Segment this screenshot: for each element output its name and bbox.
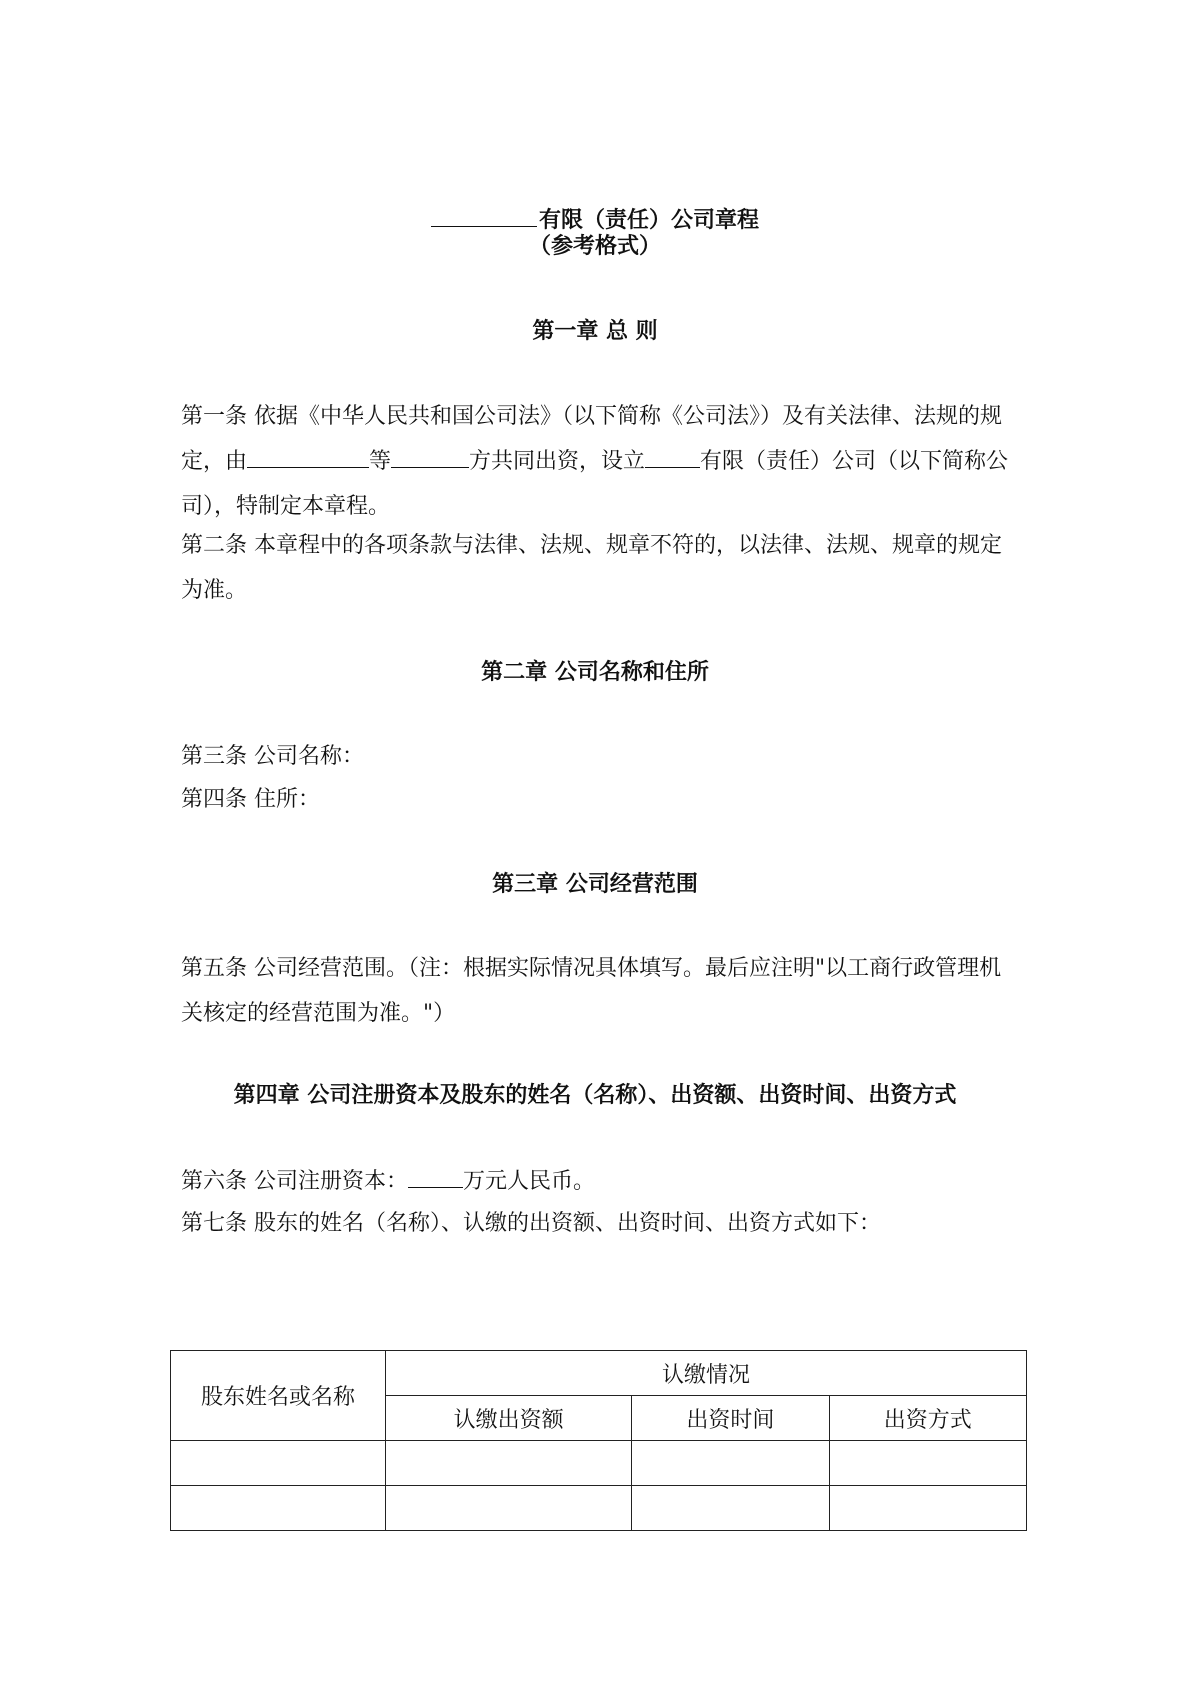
article-1-text-b: 等: [369, 449, 392, 474]
table-header-row: [171, 1351, 1027, 1396]
article-1-text-d: 有限（责任）公司（以下简称公司），特制定本章程。: [181, 449, 1009, 519]
table-cell[interactable]: [632, 1486, 829, 1531]
document-subtitle: （参考格式）: [528, 234, 661, 259]
chapter-1-heading: 第一章 总 则: [532, 319, 658, 344]
founder-count-blank[interactable]: [391, 443, 469, 468]
chapter-3-heading: 第三章 公司经营范围: [492, 872, 698, 897]
article-6: [181, 1159, 1016, 1204]
table-row: [171, 1486, 1027, 1531]
registered-capital-blank[interactable]: [408, 1163, 463, 1188]
article-5: 第五条 公司经营范围。（注：根据实际情况具体填写。最后应注明"以工商行政管理机关核定的经营范围为准。"）: [181, 956, 1002, 1026]
header-amount: 认缴出资额: [386, 1396, 632, 1441]
article-3: 第三条 公司名称：: [181, 744, 364, 769]
founder-blank[interactable]: [247, 443, 369, 468]
table-cell[interactable]: [829, 1441, 1026, 1486]
article-4: 第四条 住所：: [181, 787, 320, 812]
article-1-text-a: 第一条 依据《中华人民共和国公司法》（以下简称《公司法》）及有关法律、法规的规定，由: [181, 404, 1002, 474]
chapter-2-heading: 第二章 公司名称和住所: [481, 660, 709, 685]
article-6-text-a: 第六条 公司注册资本：: [181, 1169, 408, 1194]
article-1-text-c: 方共同出资，设立: [469, 449, 646, 474]
table-cell[interactable]: [171, 1486, 386, 1531]
chapter-4-heading: 第四章 公司注册资本及股东的姓名（名称）、出资额、出资时间、出资方式: [233, 1083, 957, 1108]
table-cell[interactable]: [632, 1441, 829, 1486]
shareholder-contribution-table: [170, 1350, 1027, 1531]
article-7: 第七条 股东的姓名（名称）、认缴的出资额、出资时间、出资方式如下：: [181, 1211, 881, 1236]
company-name-blank[interactable]: [431, 204, 537, 227]
header-subscription-group: 认缴情况: [386, 1351, 1027, 1396]
article-2: 第二条 本章程中的各项条款与法律、法规、规章不符的，以法律、法规、规章的规定为准。: [181, 533, 1002, 603]
company-blank[interactable]: [645, 443, 700, 468]
article-6-text-b: 万元人民币。: [463, 1169, 596, 1194]
header-method: 出资方式: [829, 1396, 1026, 1441]
header-shareholder: 股东姓名或名称: [171, 1351, 386, 1441]
table-row: [171, 1441, 1027, 1486]
table-cell[interactable]: [829, 1486, 1026, 1531]
article-1: [181, 394, 1016, 529]
document-title-text: 有限（责任）公司章程: [538, 208, 759, 233]
header-time: 出资时间: [632, 1396, 829, 1441]
table-cell[interactable]: [171, 1441, 386, 1486]
table-cell[interactable]: [386, 1441, 632, 1486]
table-cell[interactable]: [386, 1486, 632, 1531]
